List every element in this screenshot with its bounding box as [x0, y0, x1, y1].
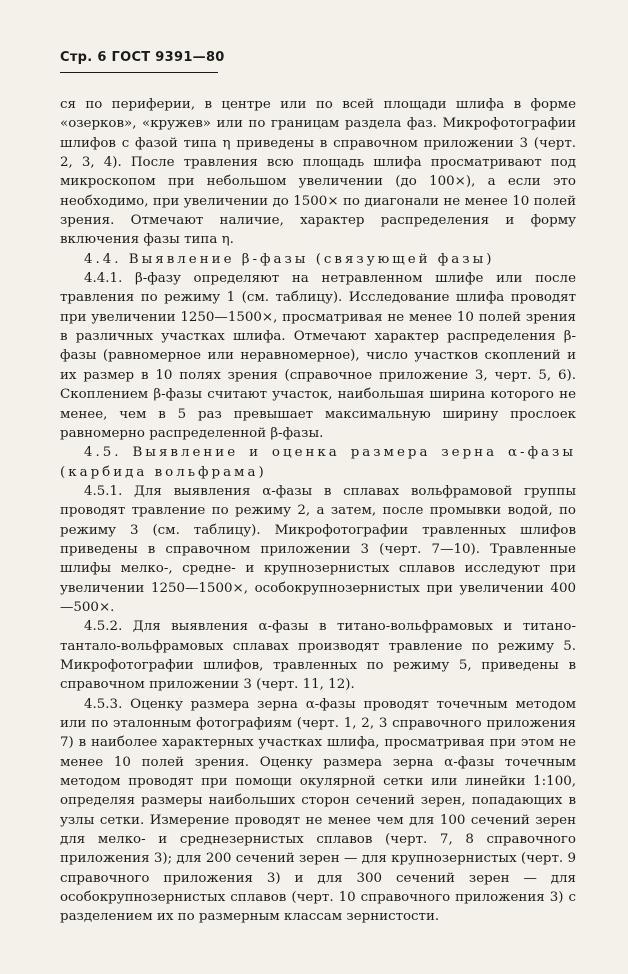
section-heading-4-5: 4.5. Выявление и оценка размера зерна α-фазы (карбида вольфрама) [60, 445, 576, 480]
paragraph-4-5-1: 4.5.1. Для выявления α-фазы в сплавах вольфрамовой группы проводят травление по режиму 2, а затем, после промывки водой, по режиму 3 (см. таблицу). Микрофотографии травленных шлифов приведены в справочном приложении 3 (черт. 7—10). Травленные шлифы мелко-, средне- и крупнозернистых сплавов исследуют при увеличении 1250—1500×, особокрупнозернистых при увеличении 400—500×. [60, 483, 576, 615]
paragraph-continuation: ся по периферии, в центре или по всей площади шлифа в форме «озерков», «кружев» или по границам раздела фаз. Микрофотографии шлифов с фазой типа η приведены в справочном приложении 3 (черт. 2, 3, 4). После травления всю площадь шлифа просматривают под микроскопом при небольшом увеличении (до 100×), а если это необходимо, при увеличении до 1500× по диагонали не менее 10 полей зрения. Отмечают наличие, характер распределения и форму включения фазы типа η. [60, 97, 576, 248]
document-body [60, 95, 576, 927]
page-header: Стр. 6 ГОСТ 9391—80 [60, 50, 225, 65]
paragraph-4-4-1: 4.4.1. β-фазу определяют на нетравленном шлифе или после травления по режиму 1 (см. таблицу). Исследование шлифа проводят при увеличении 1250—1500×, просматривая не менее 10 полей зрения в различных участках шлифа. Отмечают характер распределения β-фазы (равномерное или неравномерное), число участков скоплений и их размер в 10 полях зрения (справочное приложение 3, черт. 5, 6). Скоплением β-фазы считают участок, наибольшая ширина которого не менее, чем в 5 раз превышает максимальную ширину прослоек равномерно распределенной β-фазы. [60, 271, 576, 441]
section-heading-4-4: 4.4. Выявление β-фазы (связующей фазы) [84, 251, 495, 267]
paragraph-4-5-3: 4.5.3. Оценку размера зерна α-фазы проводят точечным методом или по эталонным фотографиям (черт. 1, 2, 3 справочного приложения 7) в наиболее характерных участках шлифа, просматривая при этом не менее 10 полей зрения. Оценку размера зерна α-фазы точечным методом проводят при помощи окулярной сетки или линейки 1:100, определяя размеры наибольших сторон сечений зерен, попадающих в узлы сетки. Измерение проводят не менее чем для 100 сечений зерен для мелко- и среднезернистых сплавов (черт. 7, 8 справочного приложения 3); для 200 сечений зерен — для крупнозернистых (черт. 9 справочного приложения 3) и для 300 сечений зерен — для особокрупнозернистых сплавов (черт. 10 справочного приложения 3) с разделением их по размерным классам зернистости. [60, 696, 576, 925]
paragraph-4-5-2: 4.5.2. Для выявления α-фазы в титано-вольфрамовых и титано-тантало-вольфрамовых сплавах производят травление по режиму 5. Микрофотографии шлифов, травленных по режиму 5, приведены в справочном приложении 3 (черт. 11, 12). [60, 619, 576, 693]
header-rule [60, 72, 218, 73]
